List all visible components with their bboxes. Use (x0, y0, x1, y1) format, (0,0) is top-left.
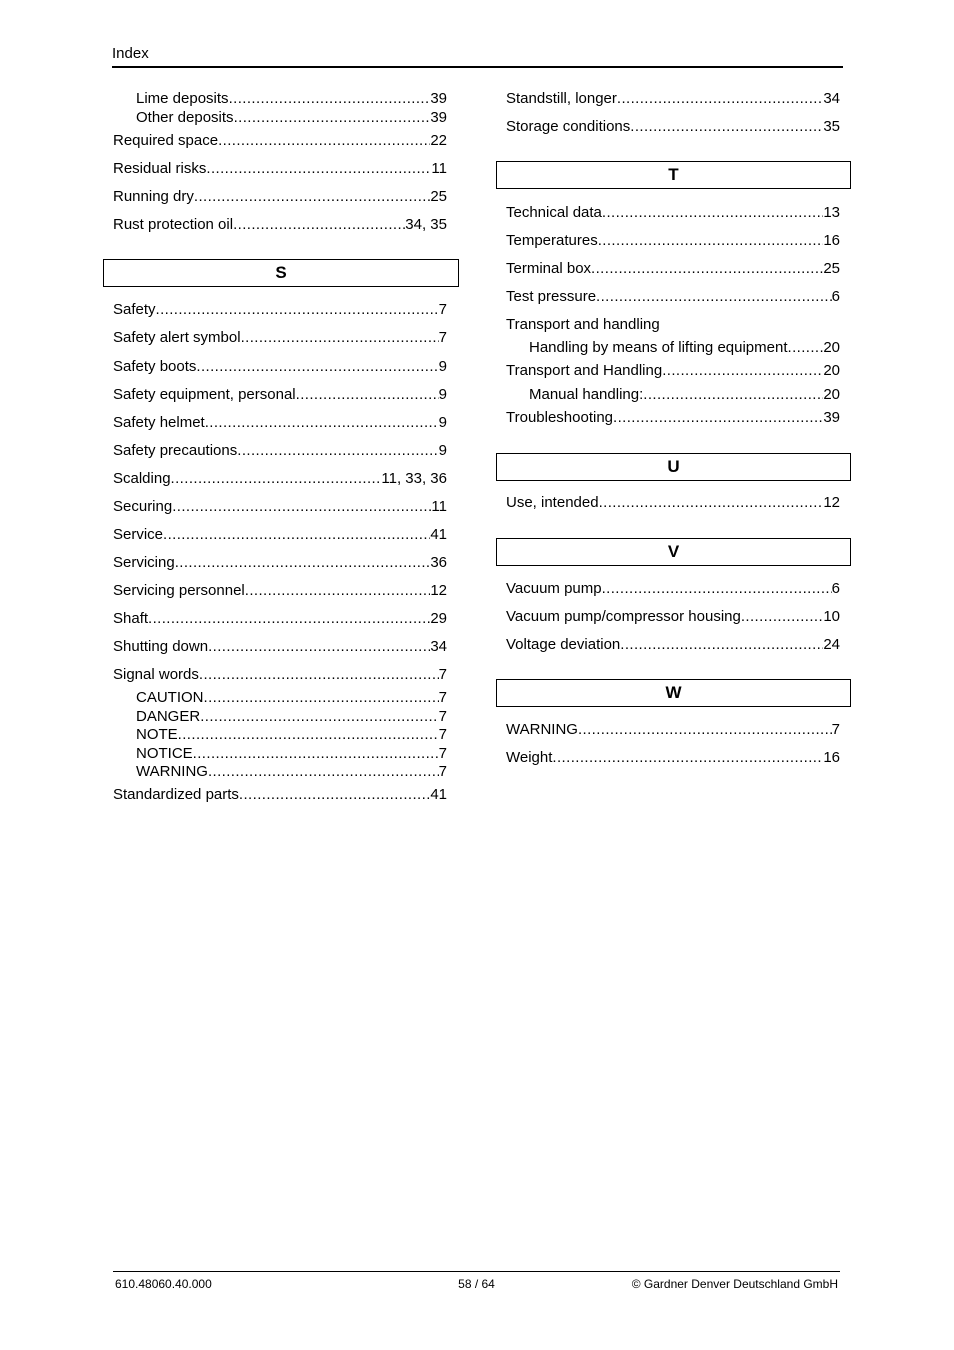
index-entry[interactable]: Standardized parts ..... 41 (113, 785, 447, 805)
index-entry[interactable]: Transport and Handling ..... 20 (506, 361, 840, 381)
index-entry[interactable]: Service ..... 41 (113, 525, 447, 545)
index-entry[interactable]: Standstill, longer ..... 34 (506, 89, 840, 109)
section-letter-u: U (496, 453, 851, 481)
index-entry[interactable]: Required space ..... 22 (113, 131, 447, 151)
page-title: Index (112, 45, 149, 62)
index-entry[interactable]: Securing ..... 11 (113, 497, 447, 517)
index-subentry[interactable]: Manual handling: ..... 20 (529, 385, 840, 405)
index-entry[interactable]: Safety ..... 7 (113, 300, 447, 320)
index-entry[interactable]: Shutting down ..... 34 (113, 637, 447, 657)
index-entry[interactable]: WARNING ..... 7 (506, 720, 840, 740)
index-entry[interactable]: Shaft ..... 29 (113, 609, 447, 629)
index-entry[interactable]: Scalding ..... 11, 33, 36 (113, 469, 447, 489)
copyright: © Gardner Denver Deutschland GmbH (631, 1277, 838, 1291)
index-entry[interactable]: Servicing personnel ..... 12 (113, 581, 447, 601)
index-entry[interactable]: Safety equipment, personal ..... 9 (113, 385, 447, 405)
index-entry[interactable]: Weight ..... 16 (506, 748, 840, 768)
page-footer (113, 1271, 840, 1291)
index-entry-heading[interactable]: Transport and handling (506, 316, 660, 333)
index-entry[interactable]: Storage conditions ..... 35 (506, 117, 840, 137)
index-subentry[interactable]: WARNING ..... 7 (136, 762, 447, 782)
index-entry[interactable]: Residual risks ..... 11 (113, 159, 447, 179)
index-entry[interactable]: Safety boots ..... 9 (113, 357, 447, 377)
section-letter-w: W (496, 679, 851, 707)
index-entry[interactable]: Rust protection oil ..... 34, 35 (113, 215, 447, 235)
index-entry[interactable]: Troubleshooting ..... 39 (506, 408, 840, 428)
index-subentry[interactable]: Lime deposits ..... 39 (136, 89, 447, 109)
index-entry[interactable]: Temperatures ..... 16 (506, 231, 840, 251)
index-entry[interactable]: Terminal box ..... 25 (506, 259, 840, 279)
index-subentry[interactable]: Handling by means of lifting equipment ..... 20 (529, 338, 840, 358)
index-entry[interactable]: Safety helmet ..... 9 (113, 413, 447, 433)
index-subentry[interactable]: DANGER ..... 7 (136, 707, 447, 727)
section-letter-v: V (496, 538, 851, 566)
index-entry[interactable]: Safety precautions ..... 9 (113, 441, 447, 461)
index-entry[interactable]: Safety alert symbol ..... 7 (113, 328, 447, 348)
index-entry[interactable]: Vacuum pump/compressor housing ..... 10 (506, 607, 840, 627)
page-header (112, 44, 843, 68)
index-entry[interactable]: Use, intended ..... 12 (506, 493, 840, 513)
index-entry[interactable]: Servicing ..... 36 (113, 553, 447, 573)
index-entry[interactable]: Test pressure ..... 6 (506, 287, 840, 307)
document-number: 610.48060.40.000 (115, 1277, 212, 1291)
index-entry[interactable]: Technical data ..... 13 (506, 203, 840, 223)
index-entry[interactable]: Voltage deviation ..... 24 (506, 635, 840, 655)
index-entry[interactable]: Vacuum pump ..... 6 (506, 579, 840, 599)
index-entry[interactable]: Signal words ..... 7 (113, 665, 447, 685)
index-entry[interactable]: Running dry ..... 25 (113, 187, 447, 207)
section-letter-s: S (103, 259, 459, 287)
index-subentry[interactable]: CAUTION ..... 7 (136, 688, 447, 708)
index-subentry[interactable]: NOTICE ..... 7 (136, 744, 447, 764)
page-number: 58 / 64 (458, 1277, 495, 1291)
index-subentry[interactable]: NOTE ..... 7 (136, 725, 447, 745)
section-letter-t: T (496, 161, 851, 189)
index-subentry[interactable]: Other deposits ..... 39 (136, 108, 447, 128)
